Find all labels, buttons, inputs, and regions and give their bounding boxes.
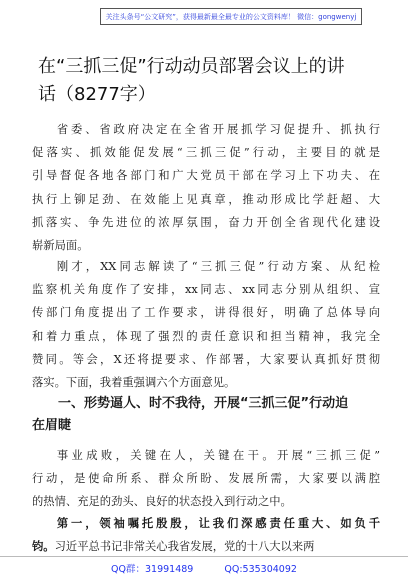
text-line: 刚才，XX同志解读了“三抓三促”行动方案、从纪检 (56, 260, 380, 273)
footer (0, 561, 408, 575)
text-line (32, 535, 380, 558)
footer-divider (0, 556, 408, 557)
text-line: 抓落实、争先进位的浓厚氛围，奋力开创全省现代化建设 (32, 215, 380, 229)
document-title (38, 53, 378, 109)
text-line: 引导督促各地各部门和广大党员干部在学习上下功夫、在 (32, 169, 380, 183)
footer-qq: QQ:535304092 (224, 564, 297, 575)
footer-qq-group: QQ群：31991489 (111, 564, 194, 575)
text-line: 崭新局面。 (32, 239, 89, 253)
paragraph-1 (32, 118, 380, 257)
text-continuation: 习近平总书记非常关心我省发展，党的十八大以来两 (54, 540, 315, 554)
paragraph-4 (32, 512, 380, 558)
text-line: 落实。下面，我着重强调六个方面意见。 (32, 376, 236, 390)
text-line: 监察机关角度作了安排，xx同志、xx同志分别从组织、宣 (32, 283, 380, 297)
text-line: 事业成败，关键在人，关键在干。开展“三抓三促” (56, 449, 380, 462)
text-line: 促落实、抓效能促发展“三抓三促”行动，主要目的就是 (32, 146, 380, 160)
section-heading-1 (32, 393, 380, 437)
paragraph-2 (32, 255, 380, 394)
text-line: 执行上铆足劲、在效能上见真章，推动形成比学赶超、大 (32, 192, 380, 206)
text-line: 第一，领袖嘱托殷殷，让我们深感责任重大、如负千 (56, 517, 380, 530)
paragraph-3 (32, 444, 380, 514)
text-line: 行动，是使命所系、群众所盼、发展所需，大家要以满腔 (32, 472, 380, 486)
bold-lead: 钧。 (32, 540, 55, 554)
text-line: 赞同。等会，X还将提要求、作部署，大家要认真抓好贯彻 (32, 352, 380, 366)
text-line: 的热情、充足的劲头、良好的状态投入到行动之中。 (32, 495, 292, 509)
heading-line: 在眉睫 (32, 418, 72, 433)
top-banner: 关注头条号“公文研究”，获得最新最全最专业的公文资料库！ 微信：gongwenyj (100, 8, 362, 25)
title-line: 话（8277字） (38, 84, 156, 105)
title-line: 在“三抓三促”行动动员部署会议上的讲 (38, 56, 345, 77)
text-line: 省委、省政府决定在全省开展抓学习促提升、抓执行 (56, 123, 380, 136)
text-line: 传部门角度提出了工作要求，讲得很好，明确了总体导向 (32, 306, 380, 320)
heading-line: 一、形势逼人、时不我待，开展“三抓三促”行动迫 (58, 396, 349, 411)
text-line: 和着力重点，体现了强烈的责任意识和担当精神，我完全 (32, 329, 380, 343)
